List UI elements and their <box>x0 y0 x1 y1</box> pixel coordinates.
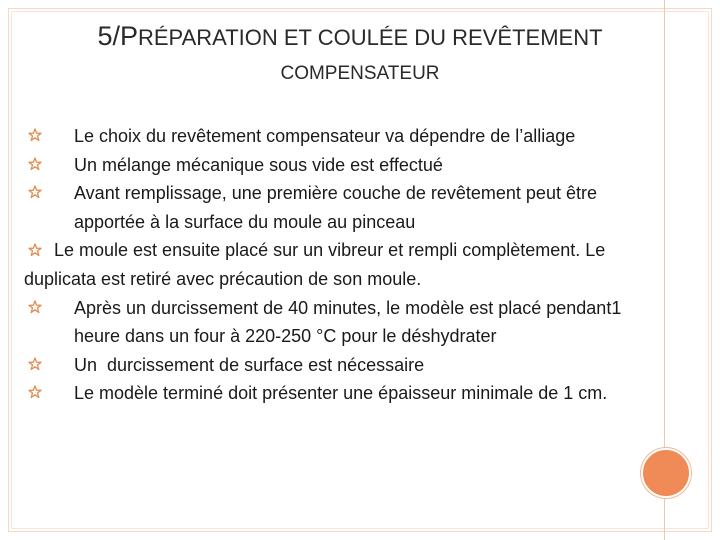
list-item <box>24 122 652 151</box>
list-item-text: Avant remplissage, une première couche de revêtement peut être apportée à la surface du moule au pinceau <box>74 183 597 232</box>
bullet-list <box>24 122 652 408</box>
list-item <box>24 351 652 380</box>
decorative-orange-circle <box>641 448 691 498</box>
star-bullet-icon <box>28 243 42 257</box>
list-item-text: Le moule est ensuite placé sur un vibreur et rempli complètement. Le duplicata est retiré avec précaution de son moule. <box>24 240 606 289</box>
title-line-2: COMPENSATEUR <box>280 63 440 84</box>
star-bullet-icon <box>28 128 42 142</box>
list-item <box>24 294 652 351</box>
list-item-text: Après un durcissement de 40 minutes, le modèle est placé pendant1 heure dans un four à 220-250 °C pour le déshydrater <box>74 297 622 347</box>
star-bullet-icon <box>28 300 42 314</box>
title-line-1-text: RÉPARATION ET COULÉE DU REVÊTEMENT <box>138 25 603 50</box>
slide-title <box>20 18 640 92</box>
title-line-1 <box>20 18 640 56</box>
star-bullet-icon <box>28 357 42 371</box>
list-item <box>24 379 652 408</box>
star-bullet-icon <box>28 157 42 171</box>
list-item-text: Le choix du revêtement compensateur va dépendre de l’alliage <box>74 126 576 146</box>
star-bullet-icon <box>28 185 42 199</box>
list-item-text: Un durcissement de surface est nécessaire <box>74 354 425 375</box>
list-item <box>24 236 652 293</box>
title-prefix: 5/P <box>97 21 138 51</box>
list-item <box>24 179 652 236</box>
list-item-text: Le modèle terminé doit présenter une épaisseur minimale de 1 cm. <box>74 383 608 404</box>
list-item-text: Un mélange mécanique sous vide est effectué <box>74 154 443 175</box>
list-item <box>24 151 652 180</box>
star-bullet-icon <box>28 385 42 399</box>
